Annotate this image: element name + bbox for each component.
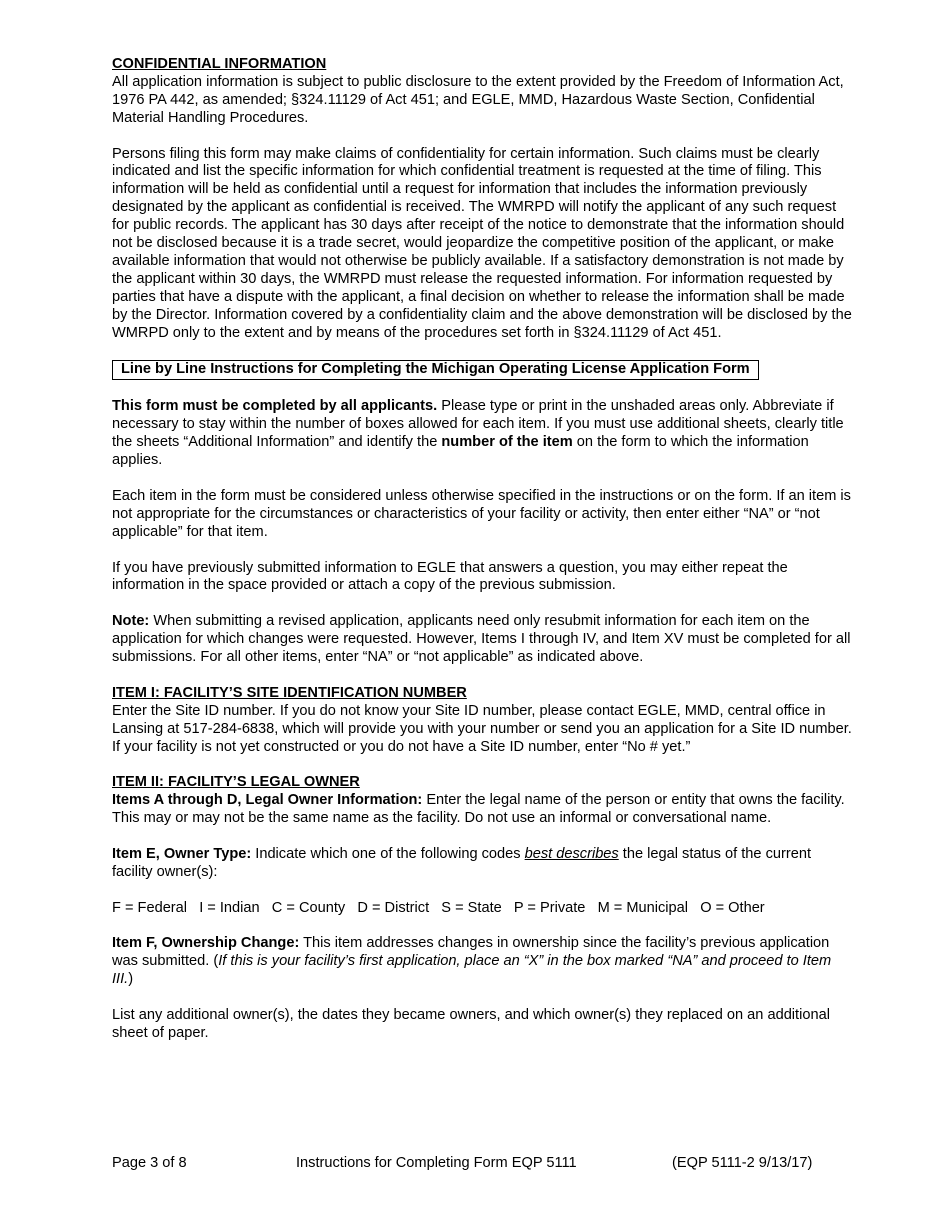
note-label: Note: bbox=[112, 613, 150, 630]
instructions-title: Line by Line Instructions for Completing the Michigan Operating License Application Form bbox=[112, 360, 759, 380]
item2-f-text-b: ) bbox=[128, 971, 134, 988]
item2-heading: ITEM II: FACILITY’S LEGAL OWNER bbox=[112, 774, 360, 791]
note-text: When submitting a revised application, applicants need only resubmit information for each item on the application for which changes were requested. However, Items I through IV, and Item XV must be completed for all submissions. For all other items, enter “NA” or “not applicable” as indicated above. bbox=[112, 613, 851, 666]
additional-owners-paragraph: List any additional owner(s), the dates they became owners, and which owner(s) they replaced on an additional sheet of paper. bbox=[112, 1007, 830, 1041]
item2-e-text-a: Indicate which one of the following codes bbox=[251, 845, 525, 862]
item2-f-label: Item F, Ownership Change: bbox=[112, 935, 300, 952]
footer-title: Instructions for Completing Form EQP 5111 bbox=[296, 1155, 577, 1171]
note-paragraph bbox=[112, 613, 852, 667]
page-footer bbox=[112, 1155, 852, 1173]
item2-e-paragraph bbox=[112, 846, 852, 882]
item2-f-paragraph bbox=[112, 935, 852, 989]
number-of-item-bold: number of the item bbox=[441, 434, 573, 451]
confidential-heading: CONFIDENTIAL INFORMATION bbox=[112, 56, 327, 72]
instructions-p1-text-a: Please type or print in the unshaded areas only. Abbreviate if necessary to stay within the number of boxes allowed for each item. If you must use additional sheets, clearly title the sheets “Additional Information” and identify the bbox=[112, 398, 844, 451]
item2-a-label: Items A through D, Legal Owner Information: bbox=[112, 792, 423, 809]
footer-form-code: (EQP 5111-2 9/13/17) bbox=[672, 1155, 813, 1171]
confidential-paragraph-2: Persons filing this form may make claims of confidentiality for certain information. Such claims must be clearly indicated and list the specific information for which confidential treatment is requested at the time of filing. This information will be held as confidential until a request for information that includes the information previously designated by the applicant as confidential is received. The WMRPD will notify the applicant of any such request for public records. The applicant has 30 days after receipt of the notice to demonstrate that the information should not be disclosed because it is a trade secret, would jeopardize the competitive position of the applicant, or make available information that would not otherwise be publicly available. If a satisfactory demonstration is not made by the applicant within 30 days, the WMRPD must release the requested information. For information requested by parties that have a dispute with the applicant, a final decision on whether to release the information shall be made by the Director. Information covered by a confidentiality claim and the above demonstration will be disclosed by the WMRPD only to the extent and by means of the procedures set forth in §324.11129 of Act 451. bbox=[112, 145, 852, 341]
item2-a-paragraph bbox=[112, 792, 852, 828]
footer-page-number: Page 3 of 8 bbox=[112, 1155, 187, 1171]
instructions-p1-text-b: on the form to which the information applies. bbox=[112, 434, 809, 469]
instructions-paragraph-2: Each item in the form must be considered unless otherwise specified in the instructions or on the form. If an item is not appropriate for the circumstances or characteristics of your facility or activity, then enter either “NA” or “not applicable” for that item. bbox=[112, 487, 851, 540]
item2-e-label: Item E, Owner Type: bbox=[112, 845, 252, 862]
document-body bbox=[112, 56, 852, 1043]
item2-f-italic: If this is your facility’s first application, place an “X” in the box marked “NA” and proceed to Item III. bbox=[112, 953, 832, 988]
confidential-paragraph-1: All application information is subject to public disclosure to the extent provided by the Freedom of Information Act, 1976 PA 442, as amended; §324.11129 of Act 451; and EGLE, MMD, Hazardous Waste Section, Confidential Material Handling Procedures. bbox=[112, 73, 844, 126]
item1-text: Enter the Site ID number. If you do not know your Site ID number, please contact EGLE, MMD, central office in Lansing at 517-284-6838, which will provide you with your number or send you an application for a Site ID number. If your facility is not yet constructed or you do not have a Site ID number, enter “No # yet.” bbox=[112, 702, 852, 755]
owner-type-codes: F = Federal I = Indian C = County D = District S = State P = Private M = Municipal O = Other bbox=[112, 899, 765, 916]
item2-e-emphasis: best describes bbox=[524, 845, 619, 862]
item2-e-text-b: the legal status of the current facility owner(s): bbox=[112, 845, 811, 880]
instructions-title-box bbox=[112, 360, 852, 380]
item2-a-text: Enter the legal name of the person or entity that owns the facility. This may or may not be the same name as the facility. Do not use an informal or conversational name. bbox=[112, 792, 845, 827]
instructions-paragraph-3: If you have previously submitted information to EGLE that answers a question, you may either repeat the information in the space provided or attach a copy of the previous submission. bbox=[112, 559, 788, 594]
item1-heading: ITEM I: FACILITY’S SITE IDENTIFICATION NUMBER bbox=[112, 684, 467, 701]
instructions-paragraph-1 bbox=[112, 398, 852, 470]
applicants-bold: This form must be completed by all applicants. bbox=[112, 398, 438, 415]
item2-f-text-a: This item addresses changes in ownership since the facility’s previous application was submitted. ( bbox=[112, 935, 830, 970]
